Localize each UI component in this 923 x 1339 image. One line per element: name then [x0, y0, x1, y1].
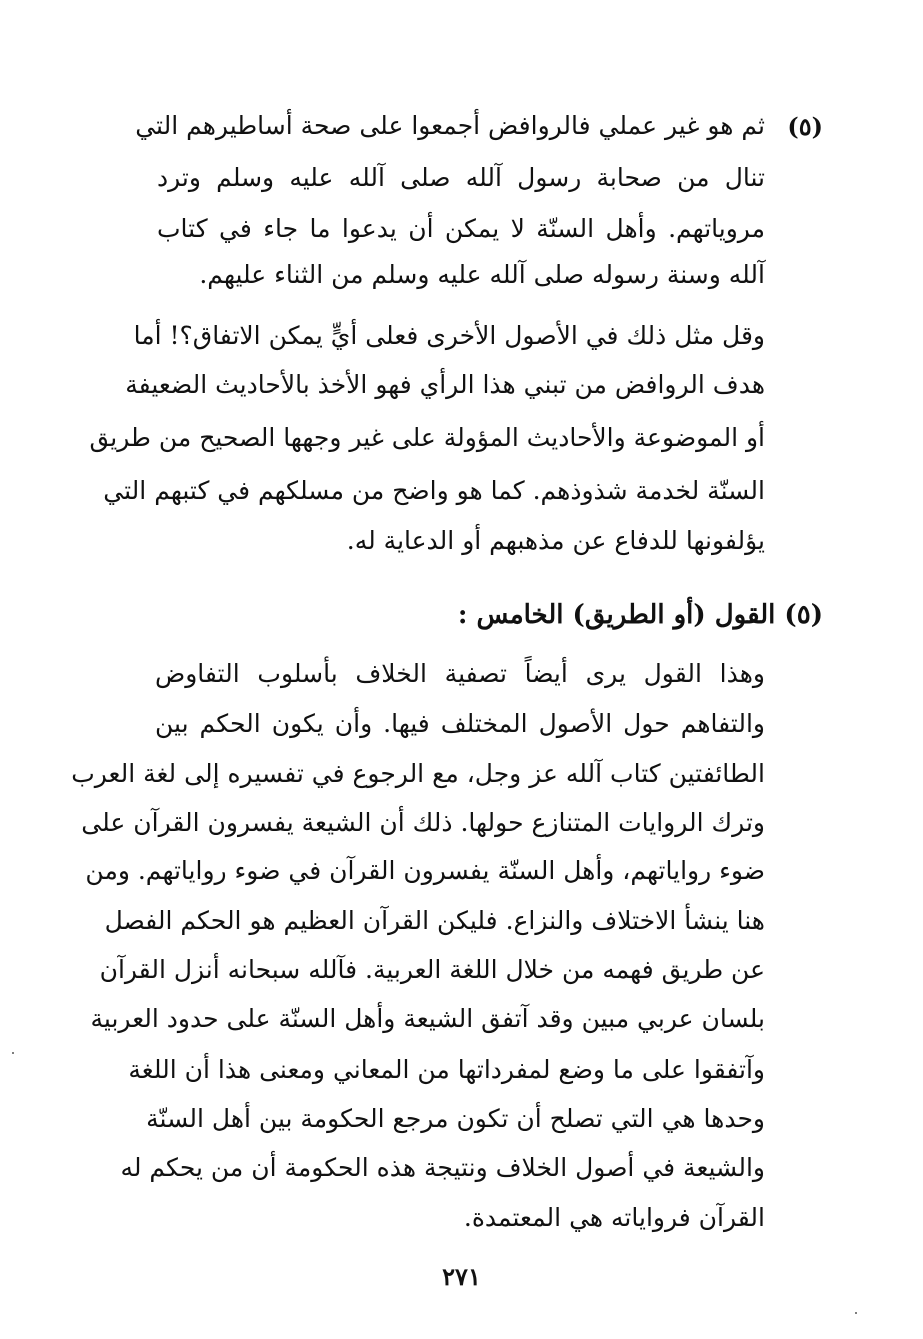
text-line: ثم هو غير عملي فالروافض أجمعوا على صحة أساطيرهم التي	[135, 111, 765, 140]
scan-speck	[855, 1312, 857, 1314]
text-line: والشيعة في أصول الخلاف ونتيجة هذه الحكومة أن من يحكم له	[120, 1153, 765, 1182]
text-line: هنا ينشأ الاختلاف والنزاع. فليكن القرآن العظيم هو الحكم الفصل	[104, 906, 765, 935]
text-line: وقل مثل ذلك في الأصول الأخرى فعلى أيٍّ يمكن الاتفاق؟! أما	[133, 321, 765, 350]
text-line: أو الموضوعة والأحاديث المؤولة على غير وجهها الصحيح من طريق	[89, 423, 765, 452]
text-line: القرآن فرواياته هي المعتمدة.	[463, 1203, 765, 1232]
scan-speck	[12, 1052, 14, 1054]
text-line: يؤلفونها للدفاع عن مذهبهم أو الدعاية له.	[346, 526, 765, 555]
text-line: مروياتهم. وأهل السنّة لا يمكن أن يدعوا ما جاء في كتاب	[157, 214, 765, 243]
text-line: وهذا القول يرى أيضاً تصفية الخلاف بأسلوب التفاوض	[155, 659, 765, 688]
text-line: وآتفقوا على ما وضع لمفرداتها من المعاني ومعنى هذا أن اللغة	[128, 1055, 765, 1084]
text-line: وحدها هي التي تصلح أن تكون مرجع الحكومة بين أهل السنّة	[146, 1104, 765, 1133]
text-line: عن طريق فهمه من خلال اللغة العربية. فآلله سبحانه أنزل القرآن	[99, 955, 765, 984]
page-number: ٢٧١	[442, 1262, 481, 1291]
text-line: بلسان عربي مبين وقد آتفق الشيعة وأهل السنّة على حدود العربية	[90, 1004, 765, 1033]
text-line: ضوء رواياتهم، وأهل السنّة يفسرون القرآن في ضوء رواياتهم. ومن	[85, 856, 765, 885]
text-line: هدف الروافض من تبني هذا الرأي فهو الأخذ بالأحاديث الضعيفة	[125, 370, 765, 399]
text-line: والتفاهم حول الأصول المختلف فيها. وأن يكون الحكم بين	[155, 709, 765, 738]
text-line: تنال من صحابة رسول آلله صلى آلله عليه وسلم وترد	[157, 163, 765, 192]
text-line: السنّة لخدمة شذوذهم. كما هو واضح من مسلكهم في كتبهم التي	[103, 476, 765, 505]
text-line: وترك الروايات المتنازع حولها. ذلك أن الشيعة يفسرون القرآن على	[81, 808, 765, 837]
text-line: آلله وسنة رسوله صلى آلله عليه وسلم من الثناء عليهم.	[199, 260, 765, 289]
section-heading: (٥) القول (أو الطريق) الخامس :	[457, 600, 823, 630]
paragraph-marker: (٥)	[787, 112, 823, 141]
text-line: الطائفتين كتاب آلله عز وجل، مع الرجوع في تفسيره إلى لغة العرب	[71, 759, 765, 788]
